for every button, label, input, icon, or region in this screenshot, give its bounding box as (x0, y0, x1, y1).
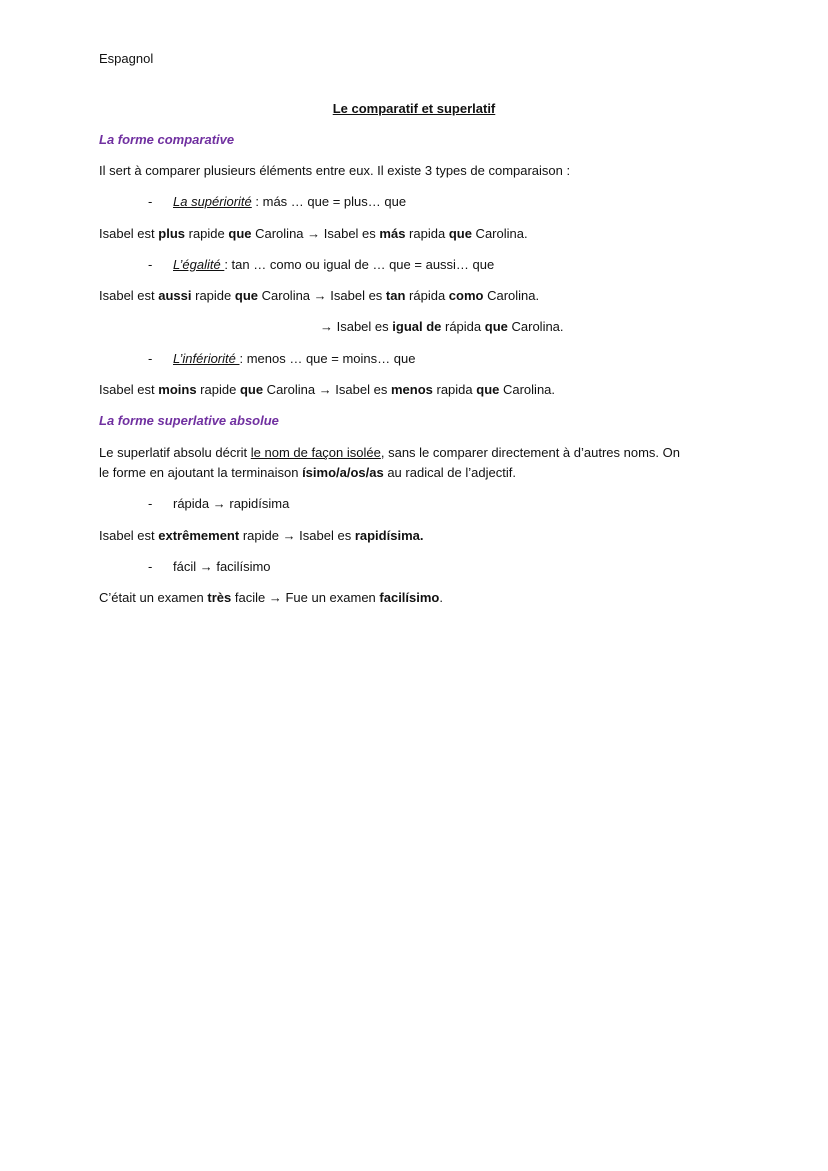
example-superiority: Isabel est plus rapide que Carolina → Isabel es más rapida que Carolina. (99, 226, 528, 241)
bullet-dash: - (148, 257, 153, 272)
comparative-intro: Il sert à comparer plusieurs éléments entre eux. Il existe 3 types de comparaison : (99, 163, 571, 178)
term-superiority: La supériorité (173, 194, 252, 209)
list-item-superiority (148, 193, 406, 211)
rule-equality: : tan … como ou igual de … que = aussi… que (224, 257, 495, 272)
section-heading-comparative: La forme comparative (99, 132, 235, 147)
example-equality-1: Isabel est aussi rapide que Carolina → Isabel es tan rápida como Carolina. (99, 288, 540, 303)
list-item-facil: - fácil → facilísimo (148, 559, 271, 574)
superlative-paragraph-line-1: Le superlatif absolu décrit le nom de façon isolée, sans le comparer directement à d’autres noms. On (99, 445, 680, 460)
term-inferiority: L’infériorité (173, 351, 240, 366)
example-rapidisima: Isabel est extrêmement rapide → Isabel es rapidísima. (99, 528, 424, 543)
list-item-rapida: - rápida → rapidísima (148, 496, 290, 511)
example-facilisimo: C’était un examen très facile → Fue un examen facilísimo. (99, 590, 443, 605)
example-equality-2: → Isabel es igual de rápida que Carolina. (320, 319, 564, 334)
bullet-dash: - (148, 351, 153, 366)
document-subject: Espagnol (99, 51, 154, 66)
example-inferiority: Isabel est moins rapide que Carolina → Isabel es menos rapida que Carolina. (99, 382, 556, 397)
term-equality: L’égalité (173, 257, 225, 272)
rule-inferiority: : menos … que = moins… que (239, 351, 416, 366)
bullet-dash: - (148, 194, 153, 209)
bullet-dash: - (148, 496, 153, 511)
list-item-equality (148, 256, 494, 274)
list-item-inferiority (148, 350, 415, 368)
section-heading-superlative: La forme superlative absolue (99, 413, 279, 428)
rule-superiority: : más … que = plus… que (251, 194, 407, 209)
bullet-dash: - (148, 559, 153, 574)
superlative-paragraph-line-2: le forme en ajoutant la terminaison ísimo/a/os/as au radical de l’adjectif. (99, 465, 516, 480)
page-title: Le comparatif et superlatif (332, 101, 496, 116)
